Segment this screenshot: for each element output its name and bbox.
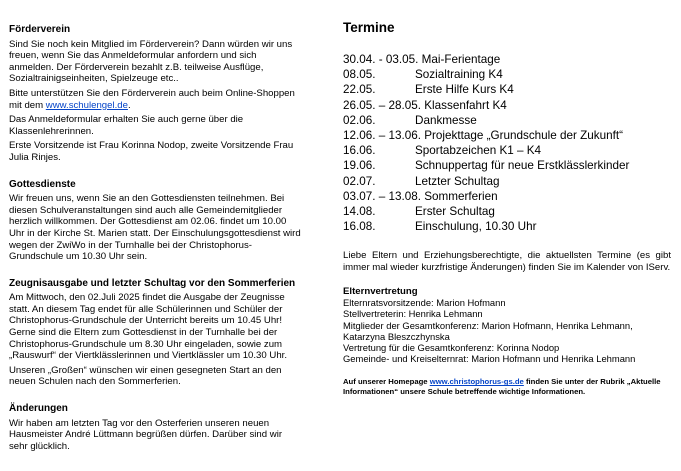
homepage-note (343, 377, 671, 396)
termin-event: Dankmesse (415, 113, 477, 127)
termin-event: Projekttage „Grundschule der Zukunft“ (424, 129, 624, 143)
termin-row (343, 82, 671, 97)
foerderverein-heading: Förderverein (9, 24, 71, 35)
elternvertretung-line: Gemeinde- und Kreiselternrat: Marion Hofmann und Henrika Lehmann (343, 353, 636, 365)
termin-date: 22.05. (343, 83, 376, 97)
termin-date: 12.06. – 13.06. (343, 129, 421, 143)
termin-event: Sozialtraining K4 (415, 68, 503, 82)
homepage-note-text: Auf unserer Homepage (343, 377, 430, 387)
termin-date: 30.04. - 03.05. (343, 53, 419, 66)
termin-event: Sommerferien (424, 189, 498, 203)
termin-event: Klassenfahrt K4 (424, 98, 507, 112)
termin-date: 26.05. – 28.05. (343, 98, 421, 112)
termin-event: Sportabzeichen K1 – K4 (415, 144, 542, 158)
homepage-link[interactable]: www.christophorus-gs.de (429, 377, 524, 387)
foerderverein-paragraph-3: Das Anmeldeformular erhalten Sie auch gerne über die Klassenlehrerinnen. (9, 114, 244, 137)
termin-row (343, 189, 671, 204)
termin-event: Schnuppertag für neue Erstklässlerkinder (415, 159, 630, 173)
foerderverein-p2-end: . (127, 99, 131, 111)
termin-event: Erste Hilfe Kurs K4 (415, 83, 514, 97)
foerderverein-paragraph-1: Sind Sie noch kein Mitglied im Förderverein? Dann würden wir uns freuen, wenn Sie das Anmeldeformular anfordern und sich anmelden. Der Förderverein bezahlt z.B. teilweise Ausflüge, Sozialtrainigseinheiten, Spielzeuge etc.. (9, 38, 293, 85)
termin-row (343, 52, 671, 67)
elternvertretung-line: Elternratsvorsitzende: Marion Hofmann (343, 297, 506, 309)
termin-date: 16.06. (343, 144, 376, 158)
termin-row (343, 143, 671, 158)
termin-row (343, 219, 671, 234)
termin-row (343, 158, 671, 173)
zeugnis-heading: Zeugnisausgabe und letzter Schultag vor den Sommerferien (9, 277, 296, 289)
termine-list (343, 52, 671, 234)
aenderungen-paragraph: Wir haben am letzten Tag vor den Osterferien unseren neuen Hausmeister André Lüttmann begrüßen dürfen. Darüber sind wir sehr glücklich. (9, 417, 283, 452)
termin-row (343, 113, 671, 128)
termin-date: 08.05. (343, 68, 376, 82)
gottesdienste-heading: Gottesdienste (9, 178, 76, 190)
zeugnis-paragraph-2: Unseren „Großen“ wünschen wir einen gesegneten Start an den neuen Schulen nach den Sommerferien. (9, 364, 282, 388)
termin-row (343, 204, 671, 219)
termin-row (343, 128, 671, 143)
foerderverein-p2-text: Bitte unterstützen Sie den Förderverein auch beim Online-Shoppen mit dem (9, 87, 295, 111)
right-column (343, 20, 671, 396)
termin-row (343, 67, 671, 82)
termin-date: 14.08. (343, 205, 376, 219)
aenderungen-heading: Änderungen (9, 403, 68, 415)
termine-note: Liebe Eltern und Erziehungsberechtigte, die aktuellsten Termine (es gibt immer mal wieder kurzfristige Änderungen) finden Sie im Kalender von IServ. (343, 250, 671, 273)
elternvertretung-line: Stellvertreterin: Henrika Lehmann (343, 308, 483, 320)
elternvertretung-heading: Elternvertretung (343, 286, 418, 298)
termine-title: Termine (343, 20, 395, 35)
termin-row (343, 98, 671, 113)
termin-event: Letzter Schultag (415, 174, 500, 188)
schulengel-link[interactable]: www.schulengel.de (45, 99, 128, 111)
zeugnis-paragraph-1: Am Mittwoch, den 02.Juli 2025 findet die Ausgabe der Zeugnisse statt. An diesem Tag endet für alle Schülerinnen und Schüler der Christophorus-Grundschule der Unterricht bereits um 10.45 Uhr! Gerne sind die Eltern zum Gottesdienst in der Turnhalle bei der Christophorus-Grundschule um 8.30 Uhr eingeladen, sowie zum „Rauswurf“ der Viertklässlerinnen und Viertklässler um 10.30 Uhr. (9, 292, 287, 362)
foerderverein-paragraph-4: Erste Vorsitzende ist Frau Korinna Nodop, zweite Vorsitzende Frau Julia Rinjes. (9, 140, 294, 163)
elternvertretung-line: Mitglieder der Gesamtkonferenz: Marion Hofmann, Henrika Lehmann, Katarzyna Bleszczhynska (343, 319, 633, 342)
termin-date: 02.06. (343, 113, 376, 127)
homepage-note-rest: finden Sie unter der Rubrik „Aktuelle Informationen“ unsere Schule betreffende wichtige Informationen. (343, 377, 661, 396)
termin-row (343, 174, 671, 189)
foerderverein-paragraph-2 (9, 88, 301, 111)
elternvertretung-line: Vertretung für die Gesamtkonferenz: Korinna Nodop (343, 342, 560, 354)
termin-date: 19.06. (343, 159, 376, 173)
termin-date: 02.07. (343, 174, 376, 188)
termin-event: Einschulung, 10.30 Uhr (415, 220, 537, 234)
termin-event: Erster Schultag (415, 205, 495, 219)
termin-event: Mai-Ferientage (421, 53, 501, 66)
termin-date: 03.07. – 13.08. (343, 189, 421, 203)
termin-date: 16.08. (343, 220, 376, 234)
left-column (9, 24, 301, 455)
gottesdienste-paragraph: Wir freuen uns, wenn Sie an den Gottesdiensten teilnehmen. Bei diesen Schulveranstaltungen sind auch alle Gemeindemitglieder herzlich willkommen. Der Gottesdienst am 02.06. findet um 10.00 Uhr in der Kirche St. Marien statt. Der Einschulungsgottesdienst wird wegen der ZwiWo in der Turnhalle bei der Christophorus-Grundschule um 10.30 Uhr sein. (9, 193, 301, 263)
